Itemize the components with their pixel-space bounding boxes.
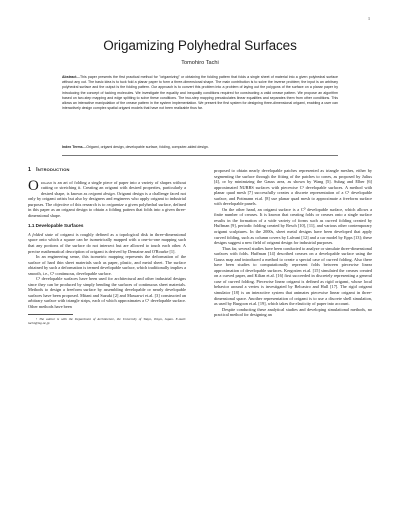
index-terms-text: —Origami, origami design, developable surface, folding, computer-aided design. [82, 145, 209, 149]
left-column [28, 168, 186, 325]
paper-author: Tomohiro Tachi [181, 60, 219, 66]
section-heading: 1 Introduction [28, 167, 70, 173]
index-terms [62, 145, 338, 150]
right-paragraph-4: Despite conducting these analytical studies and developing simulational methods, no practical method for designing an [214, 306, 372, 318]
subsection-paragraph-2: In an engineering sense, this isometric mapping represents the deformation of the surface of hard thin sheet materials such as paper, plastic, and metal sheet. The surface obtained by such a deformation is termed developable surface, which traditionally implies a smooth, i.e., C¹ continuous, developable surface. [28, 254, 186, 276]
paper-title: Origamizing Polyhedral Surfaces [103, 38, 297, 53]
subsection-paragraph-1: A folded state of origami is roughly defined as a topological disk in three-dimensional space onto which a square can be isometrically mapped with a one-to-one mapping such that any portions of the surface do not intersect but are allowed to touch each other. A precise mathematical description of origami is derived by Demaine and O'Rourke [1]. [28, 231, 186, 254]
footnote: • The author is with the Department of Architecture, the University of Tokyo, Tokyo, Japan. E-mail: tachi@tsg.ne.jp [28, 316, 186, 325]
subsection-heading: 1.1 Developable Surfaces [28, 223, 84, 229]
intro-paragraph: Origami is an art of folding a single piece of paper into a variety of shapes without cutting or stretching it. Creating an origami with desired properties, particularly a desired shape, is known as origami design. Origami design is a challenge faced not only by origami artists but also by designers and engineers who apply origami to industrial purposes. The objective of this research is to origamize a given polyhedral surface, defined in this paper as an origami design to obtain a folding pattern that folds into a given three-dimensional shape. [28, 177, 186, 218]
subsection-paragraph-3: C¹ developable surfaces have been used for architectural and other industrial designs since they can be produced by simply bending the surfaces of continuous sheet materials. Methods to design a freeform surface by assembling developable or nearly developable surfaces have been proposed. Mitani and Suzuki [2] and Massarwi et.al. [3] constructed an arbitrary surface with triangle strips, each of which approximates a C¹ developable surface. Other methods have been [28, 276, 186, 310]
right-paragraph-1: proposed to obtain nearly developable patches represented as triangle meshes, either by segmenting the surface through the fitting of the patches to cones, as proposed by Julius [4], or by minimizing the Gauss area, as shown by Wang [5]. Subag and Elber [6] approximated NURBS surfaces with piecewise C¹ developable surfaces. A method with planar quad mesh [7] successfully creates a discrete representation of a C¹ developable surface, and Pottmann et.al. [8] use planar quad mesh to approximate a freeform surface with developable panels. [214, 168, 372, 207]
drop-cap: O [28, 177, 39, 194]
right-paragraph-2: On the other hand, an origami surface is a C⁰ developable surface, which allows a finite number of creases. It is known that creating folds or creases onto a single surface results in the formation of a wide variety of forms such as curved folding created by Huffman [9], periodic folding created by Resch [10], [11], and various other contemporary origami sculptures. In the 2000s, sheet metal designs have been developed that apply curved folding, such as column covers by Lalvani [12] and a car model by Epps [13]; these designs suggest a new field of origami design for industrial purposes. [214, 206, 372, 246]
right-paragraph-3: Thus far, several studies have been conducted to analyze or simulate three-dimensional surfaces with folds. Huffman [14] described creases on a developable surface using the Gauss map and introduced a method to create a special case of curved folding. Also there have been studies to computationally represent folds between piecewise linear approximation of developable surfaces. Kergosien et.al. [15] simulated the creases created on a curved paper, and Kilian et.al. [16] first succeeded in discretely representing a general case of curved folding. Piecewise linear origami is defined as rigid origami, whose local behavior around a vertex is investigated by Belcastro and Hull [17]. The rigid origami simulator [18] is an interactive system that animates piecewise linear origami in three-dimensional space. Another representation of origami is to use a discrete shell simulation, as used by Burgoon et.al. [19], which takes the elasticity of paper into account. [214, 245, 372, 307]
abstract [62, 75, 338, 111]
footnote-divider [28, 314, 73, 315]
page-number: 1 [368, 16, 370, 21]
abstract-divider [62, 155, 338, 156]
abstract-label: Abstract [62, 75, 77, 79]
abstract-text: —This paper presents the first practical method for "origamizing" or obtaining the folding pattern that folds a single sheet of material into a given polyhedral surface without any cut. The basic idea is to tuck fold a planar paper to form a three-dimensional shape. The main contribution is to solve the inverse problem; the input is an arbitrary polyhedral surface and the output is the folding pattern. Our approach is to convert this problem into a problem of laying out the polygons of the surface on a planar paper by introducing the concept of tucking molecules. We investigate the equality and inequality conditions required for constructing a valid crease pattern. We propose an algorithm based on two-step mapping and edge splitting to solve these conditions. The two-step mapping precalculates linear equalities and separates them from other conditions. This allows an interactive manipulation of the crease pattern in the system implementation. We present the first system for designing three-dimensional origami, enabling a user can interactively design complex spatial origami models that have not been realizable thus far. [62, 75, 338, 111]
right-column [214, 168, 372, 318]
index-terms-label: Index Terms [62, 145, 83, 149]
